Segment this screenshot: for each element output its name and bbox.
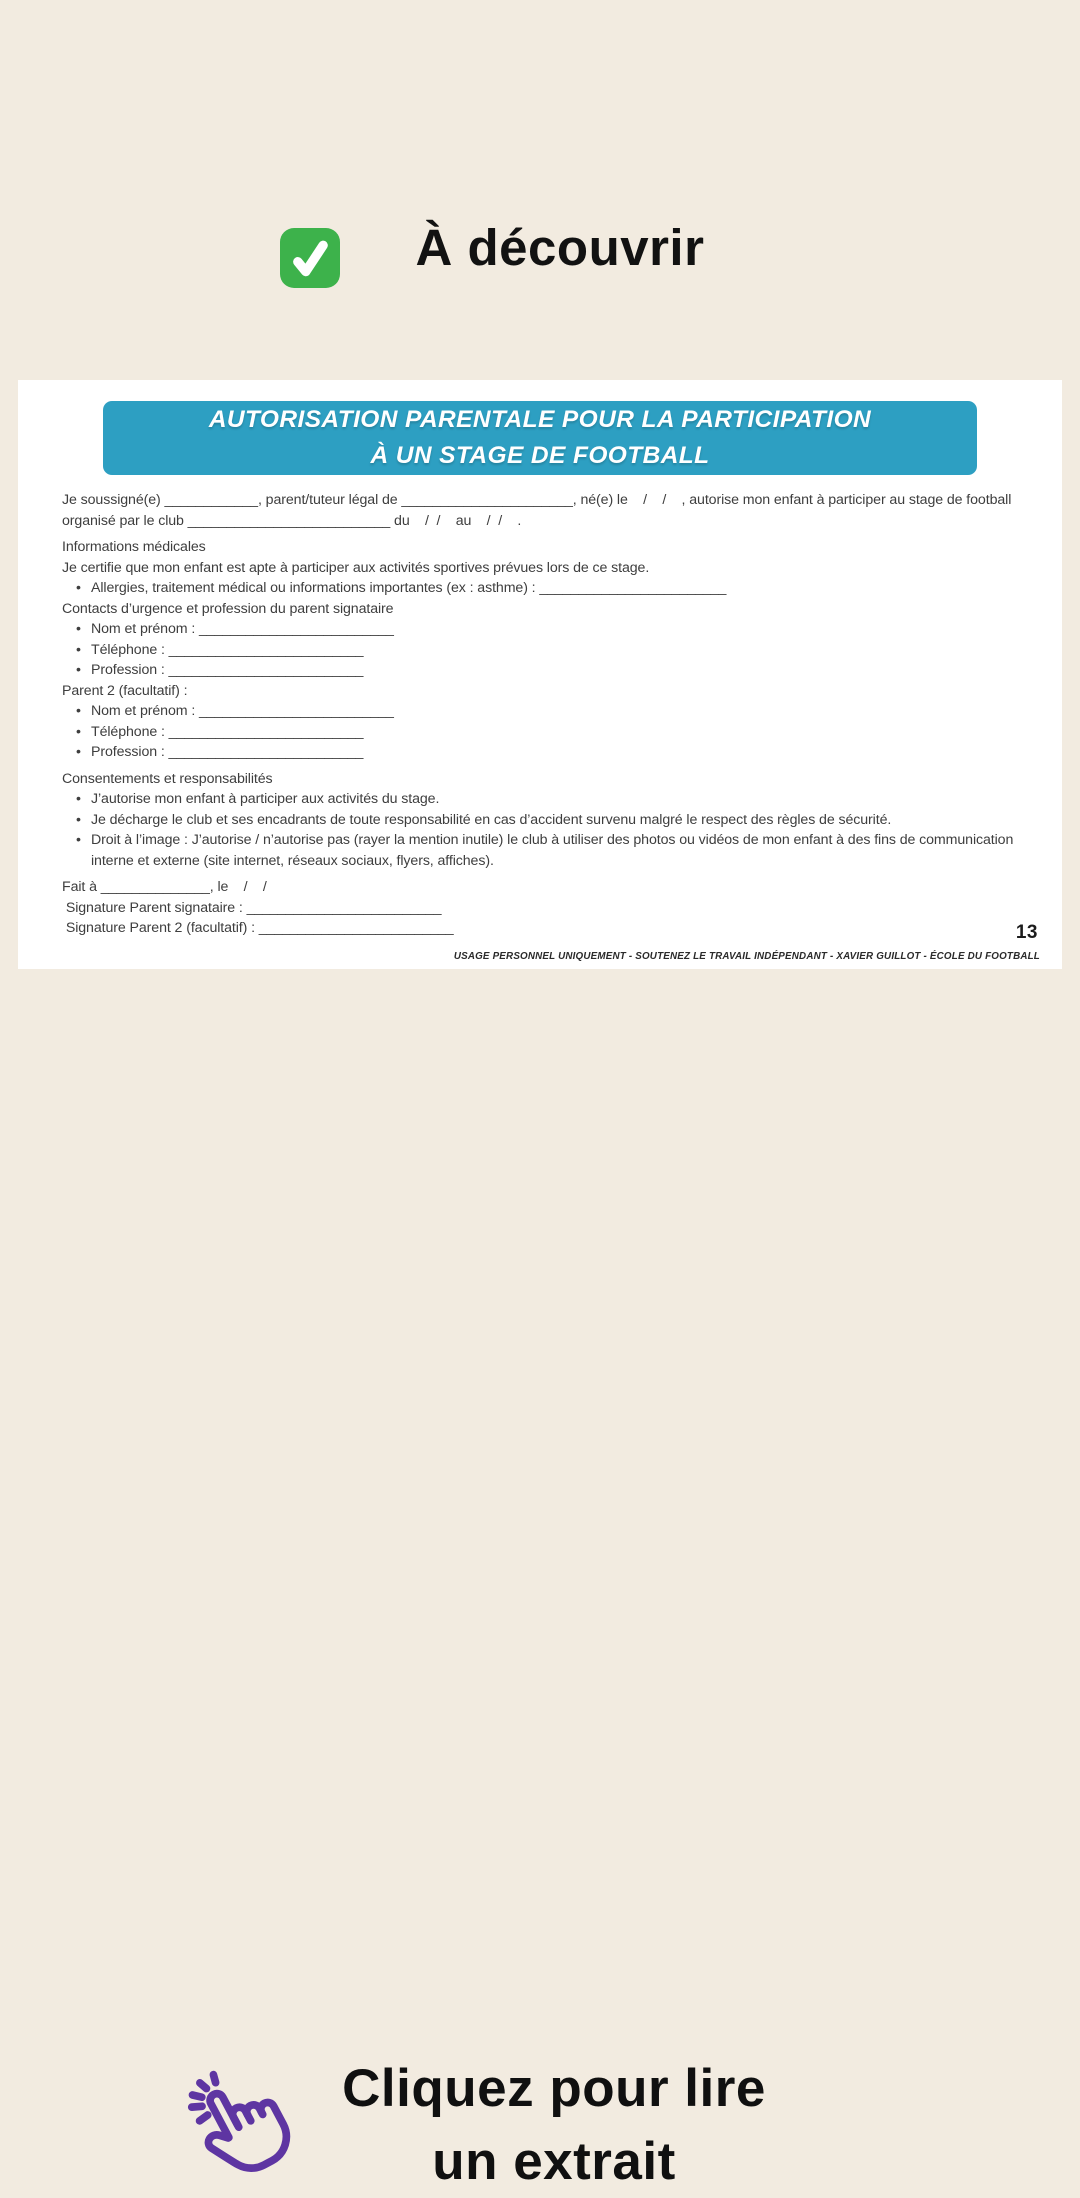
page-title: À découvrir [415,219,705,276]
form-line: Fait à ______________, le / / [62,879,267,895]
form-title-line1: AUTORISATION PARENTALE POUR LA PARTICIPATION [208,406,872,434]
form-line: Je soussigné(e) ____________, parent/tuteur légal de ______________________, né(e) le / / , autorise mon enfant à participer au stage de football organisé par le club __________________________ du / / au / / . [62,492,1016,529]
page-number: 13 [1015,922,1038,943]
bullet-marker: • [76,621,81,637]
form-line: Je certifie que mon enfant est apte à participer aux activités sportives prévues lors de ce stage. [62,559,650,576]
form-line-text: Je décharge le club et ses encadrants de toute responsabilité en cas d’accident survenu malgré le respect des règles de sécurité. [91,811,892,828]
form-header [103,401,977,475]
bullet-marker: • [76,791,81,807]
form-bullet-line [62,789,1022,810]
form-line: Parent 2 (facultatif) : [62,682,188,699]
form-line-text: Droit à l’image : J’autorise / n’autorise pas (rayer la mention inutile) le club à utiliser des photos ou vidéos de mon enfant à des fins de communication interne et externe (site internet, réseaux sociaux, flyers, affiches). [91,832,1018,869]
form-bullet-line [62,810,1022,831]
form-line: Consentements et responsabilités [62,770,273,787]
form-line-text: J’autorise mon enfant à participer aux activités du stage. [91,791,440,807]
form-line-text: Nom et prénom : _________________________ [91,703,394,719]
cta-line2[interactable]: un extrait [432,2132,676,2191]
bullet-marker: • [76,641,81,658]
form-bullet-line [62,660,1022,681]
form-line: Informations médicales [62,539,206,555]
form-bullet-line [62,830,1022,871]
cta-text[interactable] [14,2052,1080,2198]
form-title-line2: À UN STAGE DE FOOTBALL [370,442,710,469]
form-line: Contacts d’urgence et profession du parent signataire [62,600,394,617]
bullet-marker: • [76,580,81,596]
form-line-text: Nom et prénom : _________________________ [91,621,394,637]
form-footer: USAGE PERSONNEL UNIQUEMENT - SOUTENEZ LE TRAVAIL INDÉPENDANT - XAVIER GUILLOT - ÉCOLE DU FOOTBALL [453,951,1040,962]
bullet-marker: • [76,811,81,828]
form-bullet-line [62,722,1022,743]
read-extract-cta[interactable] [0,1025,1080,2191]
form-line-text: Téléphone : _________________________ [91,641,364,658]
bullet-marker: • [76,744,81,760]
form-line-text: Profession : _________________________ [91,662,364,678]
form-bullet-line [62,742,1022,763]
form-line-text: Profession : _________________________ [91,744,364,760]
form-bullet-line [62,640,1022,661]
cta-line1[interactable]: Cliquez pour lire [342,2059,766,2118]
form-line: Signature Parent signataire : _________________________ [62,899,442,916]
bullet-marker: • [76,703,81,719]
form-bullet-line [62,578,1022,599]
form-line-text: Allergies, traitement médical ou informations importantes (ex : asthme) : ________________________ [91,580,727,596]
bullet-marker: • [76,832,81,848]
document-preview [18,380,1062,969]
form-line-text: Téléphone : _________________________ [91,723,364,740]
form-lines [18,475,1062,939]
bullet-marker: • [76,723,81,740]
form-bullet-line [62,701,1022,722]
form-line: Signature Parent 2 (facultatif) : _________________________ [62,920,454,936]
form-bullet-line [62,619,1022,640]
bullet-marker: • [76,662,81,678]
